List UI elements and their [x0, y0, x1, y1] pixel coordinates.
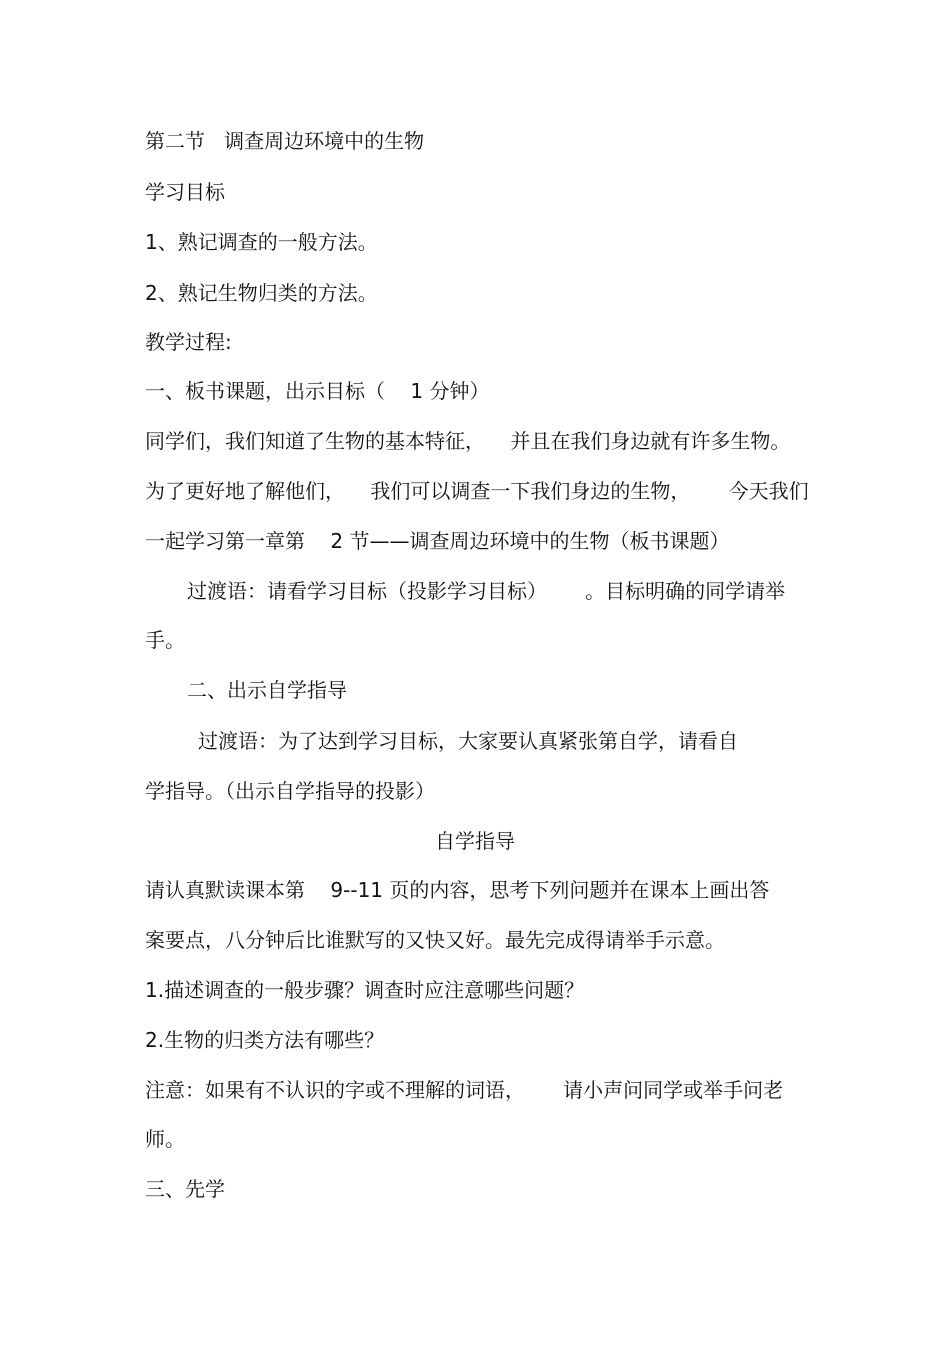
step2-heading: 二、出示自学指导 — [187, 678, 347, 702]
step1-paragraph-line-2: 为了更好地了解他们， 我们可以调查一下我们身边的生物， 今天我们 — [145, 479, 809, 503]
step1-heading: 一、板书课题，出示目标（ 1 分钟） — [145, 379, 490, 403]
transition-1-line-1: 过渡语：请看学习目标（投影学习目标） 。目标明确的同学请举 — [187, 579, 786, 603]
objective-item-2: 2、熟记生物归类的方法。 — [145, 281, 378, 305]
guide-paragraph-line-2: 案要点，八分钟后比谁默写的又快又好。最先完成得请举手示意。 — [145, 928, 725, 952]
transition-2-line-2: 学指导。（出示自学指导的投影） — [145, 779, 435, 803]
note-line-2: 师。 — [145, 1127, 185, 1151]
process-heading: 教学过程: — [145, 330, 232, 354]
transition-1-line-2: 手。 — [145, 628, 185, 652]
step1-paragraph-line-3: 一起学习第一章第 2 节——调查周边环境中的生物（板书课题） — [145, 529, 730, 553]
transition-2-line-1: 过渡语：为了达到学习目标，大家要认真紧张第自学，请看自 — [198, 729, 738, 753]
note-line-1: 注意：如果有不认识的字或不理解的词语， 请小声问同学或举手问老 — [145, 1078, 784, 1102]
guide-paragraph-line-1: 请认真默读课本第 9--11 页的内容，思考下列问题并在课本上画出答 — [145, 878, 770, 902]
objective-item-1: 1、熟记调查的一般方法。 — [145, 230, 378, 254]
step3-heading: 三、先学 — [145, 1177, 225, 1201]
question-2: 2.生物的归类方法有哪些？ — [145, 1028, 385, 1052]
question-1: 1.描述调查的一般步骤？调查时应注意哪些问题？ — [145, 978, 585, 1002]
guide-title: 自学指导 — [435, 829, 515, 853]
section-title: 第二节 调查周边环境中的生物 — [145, 129, 425, 153]
step1-paragraph-line-1: 同学们，我们知道了生物的基本特征， 并且在我们身边就有许多生物。 — [145, 429, 791, 453]
objectives-heading: 学习目标 — [145, 180, 225, 204]
